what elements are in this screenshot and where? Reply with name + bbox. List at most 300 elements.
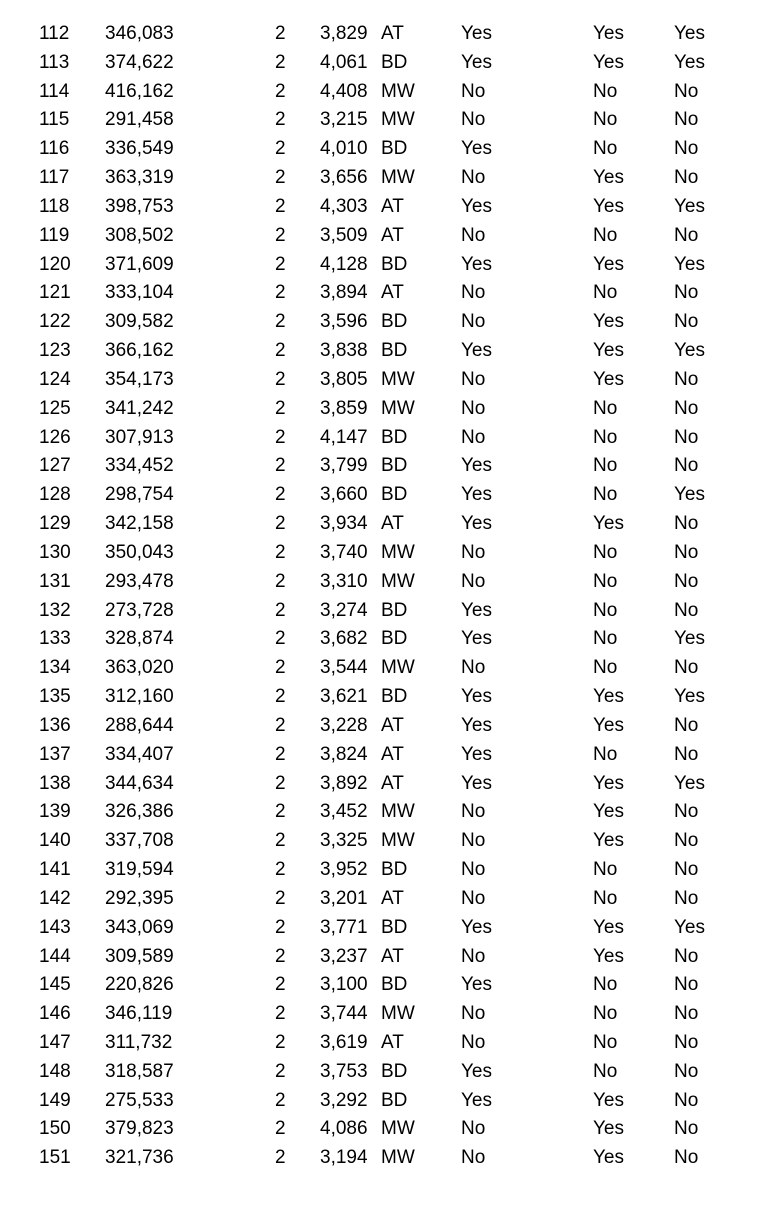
flag-c-cell: No	[674, 1031, 699, 1053]
price-cell: 346,083	[105, 23, 174, 44]
count-cell: 2	[275, 109, 286, 131]
flag-b-cell: No	[593, 974, 618, 996]
region-code-cell: MW	[381, 368, 415, 390]
row-id-cell: 150	[39, 1118, 71, 1140]
row-id-cell: 132	[39, 599, 71, 621]
region-code-cell: MW	[381, 657, 415, 679]
count-cell: 2	[275, 628, 286, 650]
row-id-cell: 143	[39, 916, 71, 938]
flag-b-cell: No	[593, 397, 618, 419]
area-cell: 3,237	[320, 945, 368, 967]
row-id-cell: 145	[39, 974, 71, 996]
region-code-cell: BD	[381, 311, 408, 333]
flag-b-cell: No	[593, 484, 618, 506]
price-cell: 336,549	[105, 138, 174, 160]
area-cell: 3,621	[320, 686, 368, 708]
flag-c-cell: No	[674, 599, 699, 621]
row-id-cell: 120	[39, 253, 71, 275]
count-cell: 2	[275, 1147, 286, 1169]
flag-a-cell: No	[461, 80, 486, 102]
flag-a-cell: No	[461, 830, 486, 852]
region-code-cell: AT	[381, 195, 404, 217]
area-cell: 3,194	[320, 1147, 368, 1169]
flag-a-cell: Yes	[461, 51, 492, 73]
flag-b-cell: Yes	[593, 1147, 624, 1169]
table-row	[0, 798, 762, 827]
data-table	[0, 20, 762, 1173]
table-row	[0, 337, 762, 366]
area-cell: 3,201	[320, 887, 368, 909]
count-cell: 2	[275, 455, 286, 477]
price-cell: 321,736	[105, 1147, 174, 1169]
flag-c-cell: No	[674, 282, 699, 304]
area-cell: 3,619	[320, 1031, 368, 1053]
count-cell: 2	[275, 138, 286, 160]
count-cell: 2	[275, 772, 286, 794]
table-row	[0, 597, 762, 626]
flag-b-cell: No	[593, 1031, 618, 1053]
area-cell: 3,934	[320, 513, 368, 535]
region-code-cell: AT	[381, 772, 404, 794]
table-row	[0, 1000, 762, 1029]
area-cell: 3,544	[320, 657, 368, 679]
flag-c-cell: No	[674, 1147, 699, 1169]
row-id-cell: 146	[39, 1003, 71, 1025]
flag-c-cell: Yes	[674, 686, 705, 708]
price-cell: 311,732	[105, 1031, 173, 1053]
row-id-cell: 117	[39, 167, 70, 189]
flag-c-cell: Yes	[674, 253, 705, 275]
region-code-cell: MW	[381, 1003, 415, 1025]
region-code-cell: BD	[381, 974, 408, 996]
area-cell: 3,656	[320, 167, 368, 189]
flag-a-cell: Yes	[461, 138, 492, 160]
region-code-cell: MW	[381, 80, 415, 102]
area-cell: 3,824	[320, 743, 368, 765]
area-cell: 3,215	[320, 109, 368, 131]
region-code-cell: BD	[381, 138, 408, 160]
region-code-cell: BD	[381, 628, 408, 650]
region-code-cell: BD	[381, 426, 408, 448]
table-row	[0, 395, 762, 424]
region-code-cell: AT	[381, 1031, 404, 1053]
count-cell: 2	[275, 340, 286, 362]
table-row	[0, 741, 762, 770]
table-row	[0, 625, 762, 654]
flag-c-cell: No	[674, 1089, 699, 1111]
flag-c-cell: Yes	[674, 484, 705, 506]
count-cell: 2	[275, 974, 286, 996]
row-id-cell: 119	[39, 224, 70, 246]
flag-a-cell: No	[461, 801, 486, 823]
table-row	[0, 135, 762, 164]
price-cell: 374,622	[105, 51, 174, 73]
flag-a-cell: Yes	[461, 772, 492, 794]
row-id-cell: 130	[39, 541, 71, 563]
region-code-cell: MW	[381, 570, 415, 592]
flag-a-cell: Yes	[461, 916, 492, 938]
flag-b-cell: Yes	[593, 368, 624, 390]
table-row	[0, 654, 762, 683]
row-id-cell: 126	[39, 426, 71, 448]
flag-a-cell: No	[461, 1147, 486, 1169]
table-row	[0, 943, 762, 972]
count-cell: 2	[275, 945, 286, 967]
count-cell: 2	[275, 1031, 286, 1053]
row-id-cell: 144	[39, 945, 71, 967]
table-row	[0, 481, 762, 510]
row-id-cell: 138	[39, 772, 71, 794]
flag-c-cell: Yes	[674, 195, 705, 217]
table-row	[0, 1029, 762, 1058]
count-cell: 2	[275, 513, 286, 535]
flag-b-cell: Yes	[593, 23, 624, 44]
price-cell: 416,162	[105, 80, 174, 102]
row-id-cell: 141	[39, 859, 71, 881]
area-cell: 3,660	[320, 484, 368, 506]
flag-a-cell: No	[461, 426, 486, 448]
price-cell: 334,407	[105, 743, 174, 765]
flag-a-cell: Yes	[461, 686, 492, 708]
flag-c-cell: No	[674, 801, 699, 823]
flag-b-cell: Yes	[593, 801, 624, 823]
region-code-cell: AT	[381, 224, 404, 246]
area-cell: 3,894	[320, 282, 368, 304]
flag-c-cell: Yes	[674, 51, 705, 73]
flag-a-cell: No	[461, 368, 486, 390]
table-row	[0, 308, 762, 337]
flag-b-cell: No	[593, 138, 618, 160]
count-cell: 2	[275, 23, 286, 44]
flag-a-cell: No	[461, 1003, 486, 1025]
row-id-cell: 122	[39, 311, 71, 333]
flag-c-cell: No	[674, 1060, 699, 1082]
flag-b-cell: No	[593, 1060, 618, 1082]
count-cell: 2	[275, 801, 286, 823]
flag-c-cell: Yes	[674, 23, 705, 44]
count-cell: 2	[275, 80, 286, 102]
flag-a-cell: Yes	[461, 743, 492, 765]
flag-a-cell: No	[461, 1118, 486, 1140]
flag-c-cell: Yes	[674, 340, 705, 362]
area-cell: 3,310	[320, 570, 368, 592]
region-code-cell: MW	[381, 801, 415, 823]
area-cell: 4,408	[320, 80, 368, 102]
area-cell: 3,952	[320, 859, 368, 881]
count-cell: 2	[275, 570, 286, 592]
region-code-cell: MW	[381, 397, 415, 419]
count-cell: 2	[275, 887, 286, 909]
flag-c-cell: No	[674, 859, 699, 881]
flag-a-cell: No	[461, 570, 486, 592]
count-cell: 2	[275, 397, 286, 419]
area-cell: 3,292	[320, 1089, 368, 1111]
region-code-cell: AT	[381, 282, 404, 304]
flag-b-cell: Yes	[593, 513, 624, 535]
area-cell: 3,799	[320, 455, 368, 477]
area-cell: 4,128	[320, 253, 368, 275]
flag-b-cell: Yes	[593, 1089, 624, 1111]
row-id-cell: 136	[39, 714, 71, 736]
flag-a-cell: Yes	[461, 599, 492, 621]
table-row	[0, 49, 762, 78]
region-code-cell: AT	[381, 714, 404, 736]
region-code-cell: MW	[381, 830, 415, 852]
table-row	[0, 20, 762, 49]
price-cell: 344,634	[105, 772, 174, 794]
flag-b-cell: No	[593, 541, 618, 563]
region-code-cell: AT	[381, 743, 404, 765]
table-row	[0, 106, 762, 135]
region-code-cell: AT	[381, 513, 404, 535]
flag-b-cell: Yes	[593, 945, 624, 967]
price-cell: 319,594	[105, 859, 174, 881]
table-row	[0, 193, 762, 222]
flag-c-cell: No	[674, 426, 699, 448]
flag-c-cell: No	[674, 224, 699, 246]
table-row	[0, 712, 762, 741]
flag-c-cell: No	[674, 570, 699, 592]
area-cell: 3,682	[320, 628, 368, 650]
flag-c-cell: No	[674, 1003, 699, 1025]
region-code-cell: BD	[381, 859, 408, 881]
flag-b-cell: No	[593, 743, 618, 765]
price-cell: 342,158	[105, 513, 174, 535]
price-cell: 309,589	[105, 945, 174, 967]
area-cell: 3,452	[320, 801, 368, 823]
region-code-cell: BD	[381, 599, 408, 621]
price-cell: 309,582	[105, 311, 174, 333]
flag-b-cell: Yes	[593, 830, 624, 852]
region-code-cell: MW	[381, 167, 415, 189]
flag-c-cell: No	[674, 311, 699, 333]
count-cell: 2	[275, 714, 286, 736]
flag-c-cell: No	[674, 513, 699, 535]
area-cell: 4,147	[320, 426, 368, 448]
table-row	[0, 683, 762, 712]
flag-c-cell: No	[674, 138, 699, 160]
flag-b-cell: No	[593, 1003, 618, 1025]
flag-c-cell: No	[674, 887, 699, 909]
price-cell: 354,173	[105, 368, 174, 390]
count-cell: 2	[275, 1060, 286, 1082]
row-id-cell: 113	[39, 51, 70, 73]
flag-c-cell: No	[674, 541, 699, 563]
table-row	[0, 770, 762, 799]
price-cell: 273,728	[105, 599, 174, 621]
price-cell: 341,242	[105, 397, 174, 419]
flag-c-cell: No	[674, 1118, 699, 1140]
row-id-cell: 125	[39, 397, 71, 419]
flag-a-cell: No	[461, 109, 486, 131]
table-row	[0, 452, 762, 481]
region-code-cell: BD	[381, 916, 408, 938]
table-row	[0, 424, 762, 453]
table-row	[0, 1058, 762, 1087]
flag-c-cell: No	[674, 945, 699, 967]
flag-a-cell: No	[461, 282, 486, 304]
area-cell: 3,100	[320, 974, 368, 996]
table-row	[0, 914, 762, 943]
flag-a-cell: Yes	[461, 253, 492, 275]
table-row	[0, 568, 762, 597]
area-cell: 3,744	[320, 1003, 368, 1025]
flag-b-cell: No	[593, 887, 618, 909]
price-cell: 291,458	[105, 109, 174, 131]
count-cell: 2	[275, 368, 286, 390]
row-id-cell: 114	[39, 80, 70, 102]
table-row	[0, 539, 762, 568]
row-id-cell: 139	[39, 801, 71, 823]
table-row	[0, 856, 762, 885]
flag-b-cell: No	[593, 80, 618, 102]
row-id-cell: 127	[39, 455, 71, 477]
price-cell: 326,386	[105, 801, 174, 823]
flag-a-cell: No	[461, 224, 486, 246]
flag-a-cell: No	[461, 945, 486, 967]
area-cell: 4,086	[320, 1118, 368, 1140]
region-code-cell: BD	[381, 51, 408, 73]
flag-b-cell: Yes	[593, 772, 624, 794]
price-cell: 350,043	[105, 541, 174, 563]
price-cell: 371,609	[105, 253, 174, 275]
table-row	[0, 827, 762, 856]
flag-a-cell: Yes	[461, 23, 492, 44]
region-code-cell: MW	[381, 109, 415, 131]
region-code-cell: MW	[381, 1147, 415, 1169]
row-id-cell: 121	[39, 282, 71, 304]
count-cell: 2	[275, 830, 286, 852]
flag-b-cell: No	[593, 282, 618, 304]
count-cell: 2	[275, 859, 286, 881]
row-id-cell: 134	[39, 657, 71, 679]
flag-b-cell: Yes	[593, 195, 624, 217]
price-cell: 363,020	[105, 657, 174, 679]
flag-a-cell: No	[461, 887, 486, 909]
price-cell: 334,452	[105, 455, 174, 477]
count-cell: 2	[275, 599, 286, 621]
flag-b-cell: No	[593, 570, 618, 592]
table-row	[0, 222, 762, 251]
flag-c-cell: No	[674, 657, 699, 679]
table-row	[0, 1115, 762, 1144]
area-cell: 3,740	[320, 541, 368, 563]
flag-a-cell: No	[461, 1031, 486, 1053]
area-cell: 3,596	[320, 311, 368, 333]
price-cell: 366,162	[105, 340, 174, 362]
count-cell: 2	[275, 743, 286, 765]
area-cell: 3,753	[320, 1060, 368, 1082]
count-cell: 2	[275, 224, 286, 246]
price-cell: 346,119	[105, 1003, 173, 1025]
count-cell: 2	[275, 311, 286, 333]
count-cell: 2	[275, 1089, 286, 1111]
price-cell: 298,754	[105, 484, 174, 506]
region-code-cell: BD	[381, 686, 408, 708]
price-cell: 333,104	[105, 282, 174, 304]
area-cell: 3,228	[320, 714, 368, 736]
price-cell: 379,823	[105, 1118, 174, 1140]
area-cell: 3,829	[320, 23, 368, 44]
row-id-cell: 149	[39, 1089, 71, 1111]
flag-c-cell: No	[674, 455, 699, 477]
row-id-cell: 137	[39, 743, 71, 765]
row-id-cell: 128	[39, 484, 71, 506]
flag-b-cell: No	[593, 657, 618, 679]
count-cell: 2	[275, 1003, 286, 1025]
table-row	[0, 1144, 762, 1173]
row-id-cell: 129	[39, 513, 71, 535]
flag-c-cell: Yes	[674, 772, 705, 794]
flag-a-cell: Yes	[461, 628, 492, 650]
flag-a-cell: No	[461, 397, 486, 419]
table-row	[0, 251, 762, 280]
flag-b-cell: No	[593, 628, 618, 650]
price-cell: 318,587	[105, 1060, 174, 1082]
flag-b-cell: No	[593, 109, 618, 131]
row-id-cell: 148	[39, 1060, 71, 1082]
flag-a-cell: Yes	[461, 714, 492, 736]
count-cell: 2	[275, 916, 286, 938]
table-row	[0, 885, 762, 914]
flag-a-cell: Yes	[461, 195, 492, 217]
flag-c-cell: No	[674, 109, 699, 131]
table-row	[0, 366, 762, 395]
count-cell: 2	[275, 253, 286, 275]
flag-b-cell: No	[593, 426, 618, 448]
count-cell: 2	[275, 541, 286, 563]
flag-b-cell: No	[593, 599, 618, 621]
price-cell: 307,913	[105, 426, 174, 448]
table-row	[0, 78, 762, 107]
count-cell: 2	[275, 282, 286, 304]
row-id-cell: 112	[39, 23, 70, 44]
flag-b-cell: Yes	[593, 253, 624, 275]
flag-a-cell: Yes	[461, 1089, 492, 1111]
flag-a-cell: No	[461, 657, 486, 679]
count-cell: 2	[275, 657, 286, 679]
area-cell: 4,303	[320, 195, 368, 217]
row-id-cell: 151	[39, 1147, 71, 1169]
region-code-cell: BD	[381, 455, 408, 477]
row-id-cell: 140	[39, 830, 71, 852]
row-id-cell: 115	[39, 109, 70, 131]
row-id-cell: 147	[39, 1031, 71, 1053]
price-cell: 363,319	[105, 167, 174, 189]
flag-a-cell: No	[461, 311, 486, 333]
flag-b-cell: Yes	[593, 1118, 624, 1140]
count-cell: 2	[275, 167, 286, 189]
flag-b-cell: Yes	[593, 686, 624, 708]
region-code-cell: BD	[381, 340, 408, 362]
region-code-cell: BD	[381, 484, 408, 506]
flag-c-cell: No	[674, 743, 699, 765]
row-id-cell: 133	[39, 628, 71, 650]
row-id-cell: 142	[39, 887, 71, 909]
flag-c-cell: No	[674, 397, 699, 419]
price-cell: 328,874	[105, 628, 174, 650]
area-cell: 3,771	[320, 916, 368, 938]
region-code-cell: MW	[381, 541, 415, 563]
count-cell: 2	[275, 426, 286, 448]
count-cell: 2	[275, 51, 286, 73]
table-row	[0, 971, 762, 1000]
table-row	[0, 279, 762, 308]
row-id-cell: 118	[39, 195, 70, 217]
flag-b-cell: Yes	[593, 916, 624, 938]
region-code-cell: BD	[381, 1089, 408, 1111]
region-code-cell: BD	[381, 253, 408, 275]
